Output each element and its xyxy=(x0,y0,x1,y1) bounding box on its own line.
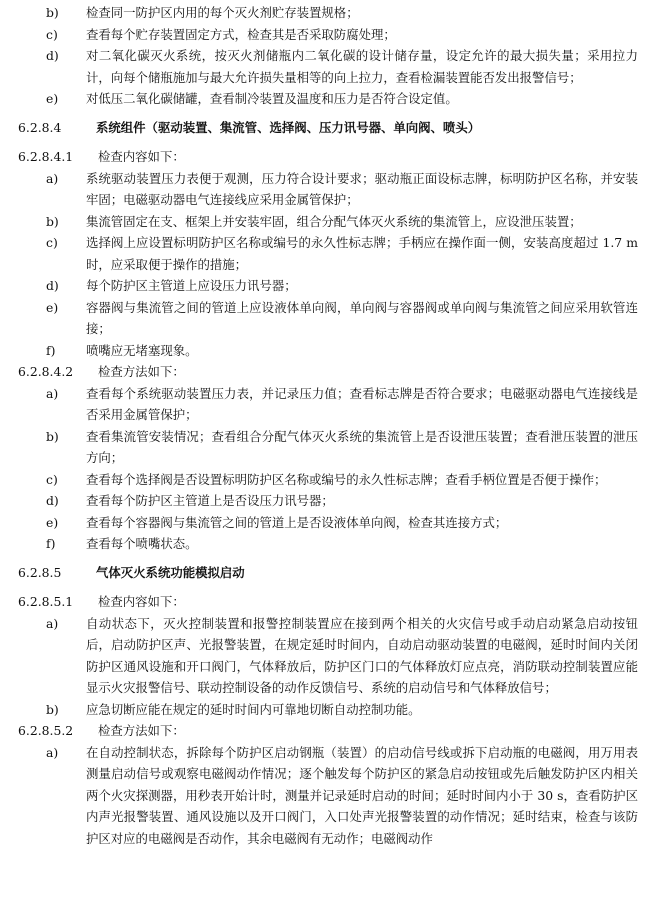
section-number: 6.2.8.4 xyxy=(18,119,62,135)
item-text: 查看每个防护区主管道上是否设压力讯号器； xyxy=(86,493,334,508)
item-label: a) xyxy=(46,385,59,401)
list-item xyxy=(18,533,638,555)
section-title: 气体灭火系统功能模拟启动 xyxy=(96,564,245,580)
section-heading xyxy=(18,562,638,584)
list-item xyxy=(18,613,638,699)
subsection-title: 检查方法如下： xyxy=(98,723,185,738)
subsection-number: 6.2.8.5.1 xyxy=(18,594,74,609)
item-text: 查看每个选择阀是否设置标明防护区名称或编号的永久性标志牌；查看手柄位置是否便于操作； xyxy=(86,471,607,487)
item-label: e) xyxy=(46,514,59,530)
list-item xyxy=(18,168,638,211)
method-list xyxy=(18,742,638,850)
item-label: f) xyxy=(46,536,56,551)
subsection-number: 6.2.8.5.2 xyxy=(18,723,74,738)
item-text: 系统驱动装置压力表便于观测，压力符合设计要求；驱动瓶正面设标志牌，标明防护区名称，并安装牢固；电磁驱动器电气连接线应采用金属管保护； xyxy=(86,170,638,207)
section-title: 系统组件（驱动装置、集流管、选择阀、压力讯号器、单向阀、喷头） xyxy=(96,119,481,135)
subsection-number: 6.2.8.4.1 xyxy=(18,149,74,164)
list-item xyxy=(18,2,638,24)
list-item xyxy=(18,512,638,534)
item-text: 查看每个容器阀与集流管之间的管道上是否设液体单向阀，检查其连接方式； xyxy=(86,514,508,530)
section-heading xyxy=(18,117,638,139)
item-text: 每个防护区主管道上应设压力讯号器； xyxy=(86,278,297,293)
item-text: 喷嘴应无堵塞现象。 xyxy=(86,342,198,358)
item-text: 集流管固定在支、框架上并安装牢固，组合分配气体灭火系统的集流管上，应设泄压装置； xyxy=(86,213,582,229)
item-label: a) xyxy=(46,170,59,186)
content-list xyxy=(18,168,638,362)
item-label: c) xyxy=(46,235,58,250)
item-text: 对低压二氧化碳储罐，查看制冷装置及温度和压力是否符合设定值。 xyxy=(86,91,458,106)
item-label: d) xyxy=(46,278,59,293)
subsection-title: 检查内容如下： xyxy=(98,149,185,164)
list-item xyxy=(18,340,638,362)
item-text: 在自动控制状态，拆除每个防护区启动钢瓶（装置）的启动信号线或拆下启动瓶的电磁阀，用万用表测量启动信号或观察电磁阀动作情况；逐个触发每个防护区的紧急启动按钮或先后触发防护区内相关两个火灾探测器，用秒表开始计时，测量并记录延时启动的时间；延时时间内小于 30 s，查看防护区内声光报警装置、通风设施以及开口阀门，入口处声光报警装置的动作情况；延时结束，检查与该防护区对应的电磁阀是否动作，其余电磁阀有无动作；电磁阀动作 xyxy=(86,744,638,846)
list-item xyxy=(18,232,638,275)
list-item xyxy=(18,742,638,850)
list-item xyxy=(18,699,638,721)
content-list xyxy=(18,613,638,721)
top-list xyxy=(18,2,638,110)
item-text: 应急切断应能在规定的延时时间内可靠地切断自动控制功能。 xyxy=(86,701,421,717)
item-text: 检查同一防护区内用的每个灭火剂贮存装置规格； xyxy=(86,5,359,20)
item-text: 查看集流管安装情况；查看组合分配气体灭火系统的集流管上是否设泄压装置；查看泄压装置的泄压方向； xyxy=(86,428,638,465)
item-text: 对二氧化碳灭火系统，按灭火剂储瓶内二氧化碳的设计储存量，设定允许的最大损失量；采用拉力计，向每个储瓶施加与最大允许损失量相等的向上拉力，查看检漏装置能否发出报警信号； xyxy=(86,48,638,85)
list-item xyxy=(18,297,638,340)
item-text: 查看每个贮存装置固定方式，检查其是否采取防腐处理； xyxy=(86,26,396,42)
item-label: d) xyxy=(46,48,59,63)
list-item xyxy=(18,426,638,469)
item-label: d) xyxy=(46,493,59,508)
item-label: a) xyxy=(46,615,59,631)
list-item xyxy=(18,490,638,512)
item-label: c) xyxy=(46,471,58,487)
list-item xyxy=(18,45,638,88)
subsection-title: 检查内容如下： xyxy=(98,594,185,609)
list-item xyxy=(18,24,638,46)
item-label: a) xyxy=(46,744,59,760)
item-label: b) xyxy=(46,701,59,717)
list-item xyxy=(18,383,638,426)
item-text: 选择阀上应设置标明防护区名称或编号的永久性标志牌；手柄应在操作面一侧，安装高度超过 1.7 m 时，应采取便于操作的措施； xyxy=(86,235,638,272)
list-item xyxy=(18,211,638,233)
subsection-heading xyxy=(18,720,638,742)
subsection-number: 6.2.8.4.2 xyxy=(18,364,74,379)
subsection-heading xyxy=(18,361,638,383)
list-item xyxy=(18,275,638,297)
item-text: 自动状态下，灭火控制装置和报警控制装置应在接到两个相关的火灾信号或手动启动紧急启动按钮后，启动防护区声、光报警装置，在规定延时时间内，自动启动驱动装置的电磁阀，延时时间内关闭防护区通风设施和开口阀门，气体释放后，防护区门口的气体释放灯应点亮，消防联动控制装置应能显示火灾报警信号、联动控制设备的动作反馈信号、系统的启动信号和气体释放信号； xyxy=(86,615,638,695)
item-label: c) xyxy=(46,26,58,42)
item-text: 容器阀与集流管之间的管道上应设液体单向阀，单向阀与容器阀或单向阀与集流管之间应采用软管连接； xyxy=(86,299,638,336)
subsection-title: 检查方法如下： xyxy=(98,364,185,379)
item-label: e) xyxy=(46,91,59,106)
item-text: 查看每个系统驱动装置压力表，并记录压力值；查看标志牌是否符合要求；电磁驱动器电气连接线是否采用金属管保护； xyxy=(86,385,638,422)
item-label: b) xyxy=(46,213,59,229)
subsection-heading xyxy=(18,591,638,613)
list-item xyxy=(18,88,638,110)
list-item xyxy=(18,469,638,491)
item-label: e) xyxy=(46,299,59,315)
subsection-heading xyxy=(18,146,638,168)
section-number: 6.2.8.5 xyxy=(18,564,62,580)
item-label: b) xyxy=(46,5,59,20)
item-label: b) xyxy=(46,428,59,444)
item-label: f) xyxy=(46,342,56,358)
method-list xyxy=(18,383,638,555)
item-text: 查看每个喷嘴状态。 xyxy=(86,536,198,551)
